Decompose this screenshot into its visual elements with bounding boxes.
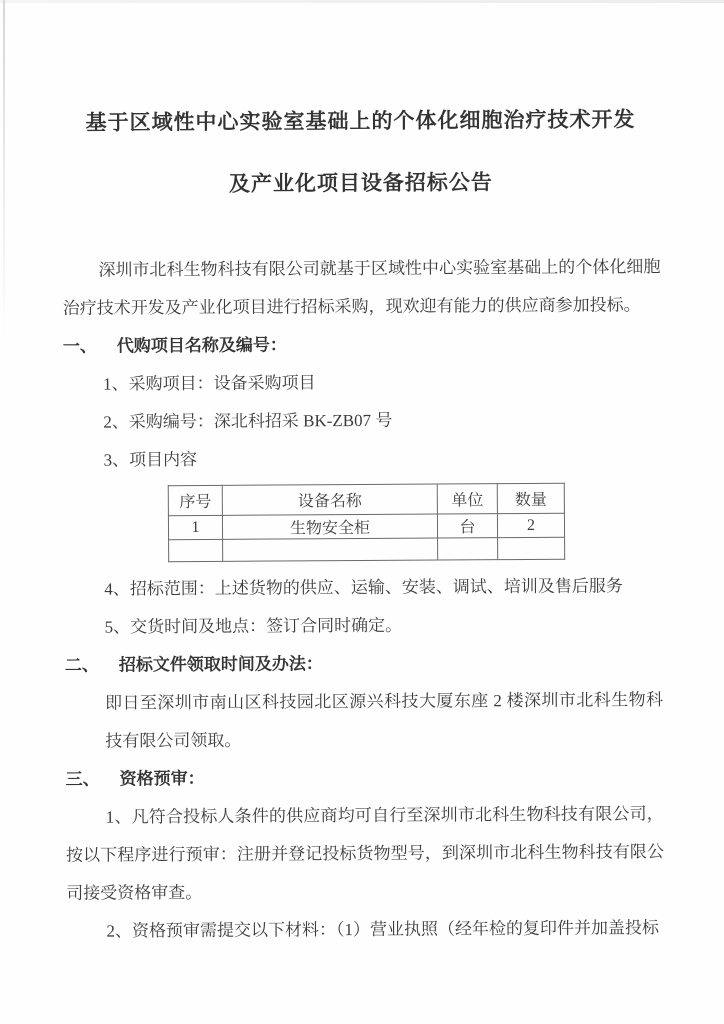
table-header-qty: 数量 — [497, 483, 564, 513]
list-item-delivery: 5、交货时间及地点：签订合同时确定。 — [104, 615, 403, 637]
section-3-heading-text: 资格预审： — [119, 768, 205, 789]
table-row-empty — [169, 537, 565, 561]
list-item-project-content: 3、项目内容 — [103, 450, 198, 470]
equipment-table — [168, 483, 565, 562]
scan-edge-left — [3, 0, 5, 340]
section-3-number: 三、 — [65, 769, 100, 789]
intro-paragraph: 深圳市北科生物科技有限公司就基于区域性中心实验室基础上的个体化细胞治疗技术开发及产业化项目进行招标采购，现欢迎有能力的供应商参加投标。 — [62, 257, 661, 318]
list-item-procurement-number: 2、采购编号：深北科招采 BK-ZB07 号 — [103, 410, 393, 432]
document-body — [61, 104, 664, 951]
section-1-heading-text: 代购项目名称及编号： — [116, 335, 287, 356]
table-cell-name: 生物安全柜 — [222, 514, 437, 539]
table-cell-seq: 1 — [168, 515, 222, 539]
section-3-paragraph-2: 2、资格预审需提交以下材料：（1）营业执照（经年检的复印件并加盖投标 — [106, 918, 660, 941]
table-cell-unit: 台 — [437, 514, 497, 538]
section-2-heading — [65, 643, 663, 685]
document-title-line2: 及产业化项目设备招标公告 — [228, 170, 493, 196]
section-2-paragraph: 即日至深圳市南山区科技园北区源兴科技大厦东座 2 楼深圳市北科生物科技有限公司领取。 — [105, 690, 664, 751]
table-cell-qty — [498, 537, 565, 559]
table-cell-qty: 2 — [497, 513, 564, 537]
section-2-number: 二、 — [64, 655, 99, 675]
section-2-heading-text: 招标文件领取时间及办法： — [118, 654, 323, 675]
document-title-line1: 基于区域性中心实验室基础上的个体化细胞治疗技术开发 — [85, 107, 636, 135]
section-3-heading — [65, 757, 663, 799]
scan-edge-top — [0, 0, 724, 3]
table-cell-name — [223, 538, 438, 561]
section-3-paragraph-1: 1、凡符合投标人条件的供应商均可自行至深圳市北科生物科技有限公司，按以下程序进行预审：注册并登记投标货物型号，到深圳市北科生物科技有限公司接受资格审查。 — [65, 804, 665, 903]
section-1-heading — [63, 324, 661, 366]
table-header-name: 设备名称 — [222, 484, 437, 515]
table-cell-seq — [169, 539, 223, 561]
table-header-seq: 序号 — [168, 485, 222, 515]
equipment-table-wrap — [168, 482, 662, 562]
list-item-procurement-project: 1、采购项目：设备采购项目 — [103, 373, 316, 394]
table-cell-unit — [438, 538, 498, 560]
list-item-tender-scope: 4、招标范围：上述货物的供应、运输、安装、调试、培训及售后服务 — [104, 576, 623, 599]
table-header-unit: 单位 — [437, 484, 497, 514]
table-row — [168, 513, 564, 539]
section-1-number: 一、 — [62, 336, 97, 356]
table-header-row — [168, 483, 564, 515]
